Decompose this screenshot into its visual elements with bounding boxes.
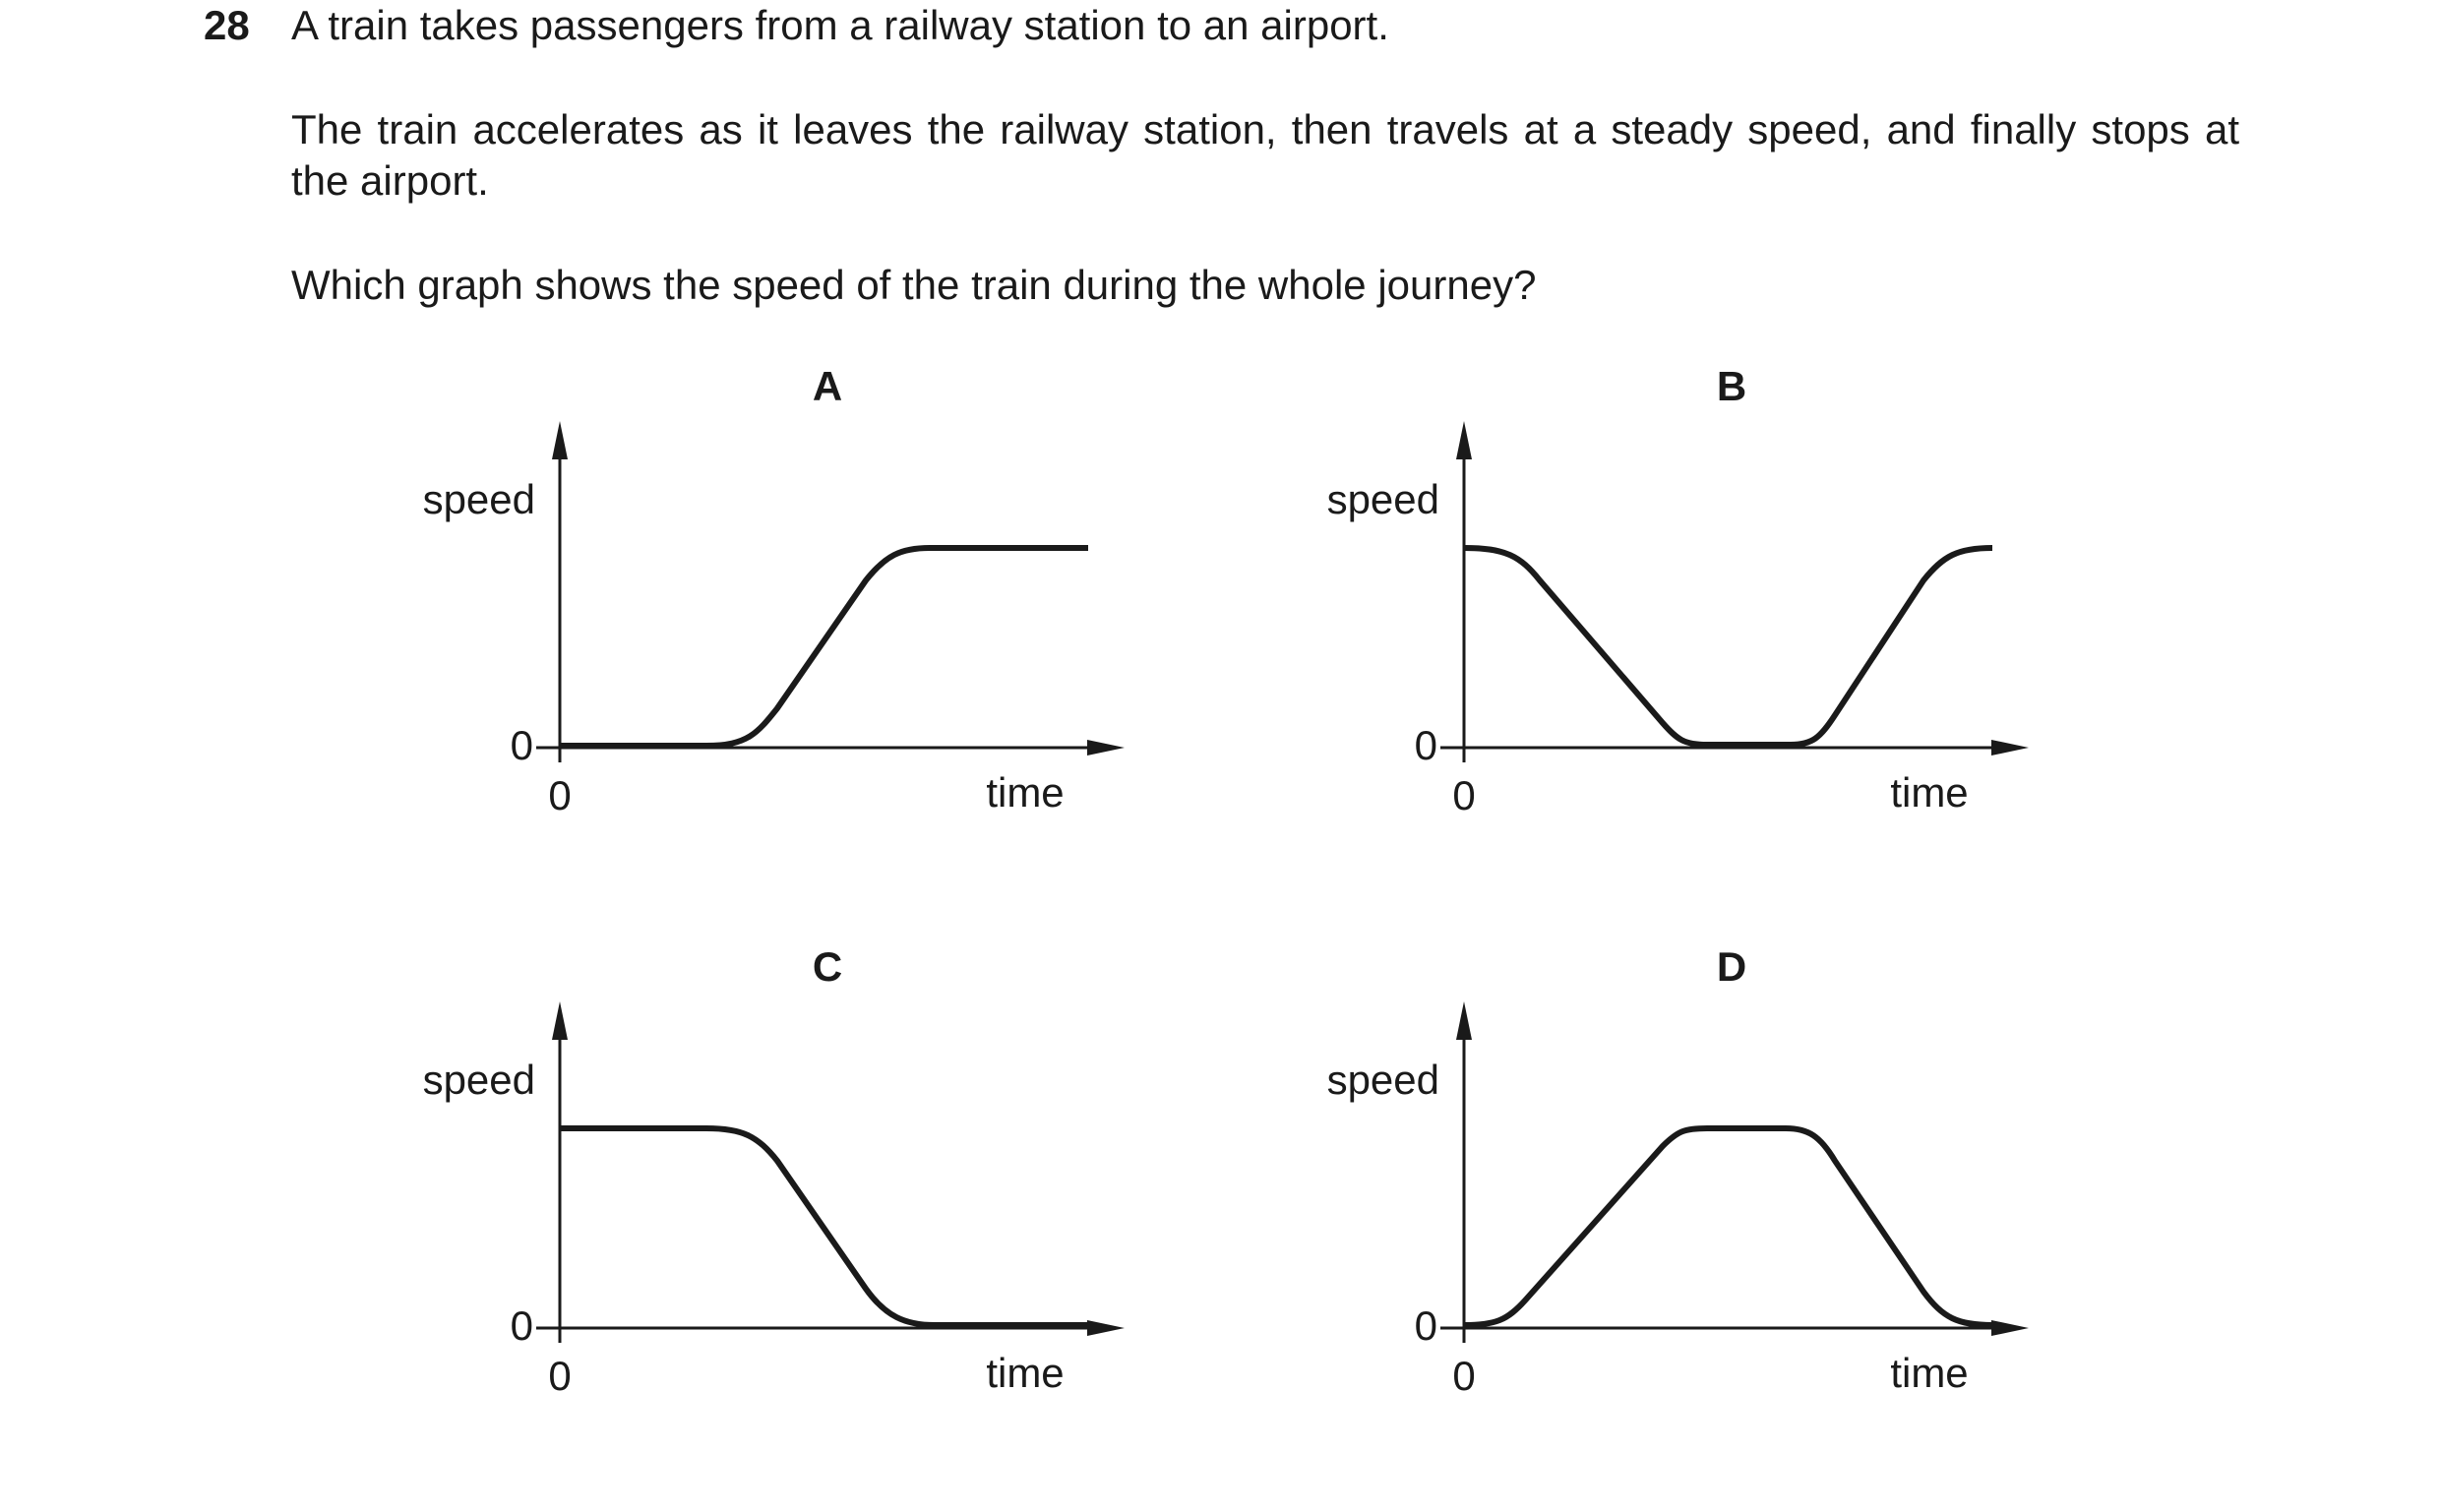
x-origin-label-c: 0 (548, 1353, 572, 1399)
question-stem-line1: A train takes passengers from a railway station to an airport. (291, 2, 1389, 48)
x-origin-label-b: 0 (1452, 772, 1476, 818)
x-axis-label-c: time (986, 1350, 1065, 1396)
y-axis-arrow-b (1456, 421, 1472, 459)
x-axis-arrow-d (1991, 1320, 2029, 1336)
x-axis-arrow-c (1087, 1320, 1125, 1336)
speed-curve-b (1464, 548, 1992, 745)
x-origin-label-d: 0 (1452, 1353, 1476, 1399)
y-axis-arrow-d (1456, 1001, 1472, 1040)
x-axis-label-a: time (986, 769, 1065, 816)
y-axis-arrow-a (552, 421, 568, 459)
question-stem-line2: The train accelerates as it leaves the railway station, then travels at a steady speed, and finally stops at the airport. (291, 106, 2239, 204)
y-origin-label-d: 0 (1414, 1302, 1437, 1349)
option-letter-b: B (1716, 363, 1747, 409)
x-axis-arrow-b (1991, 740, 2029, 756)
speed-curve-d (1464, 1128, 1992, 1325)
y-axis-label-d: speed (1326, 1057, 1439, 1103)
option-letter-c: C (812, 943, 843, 990)
option-letter-d: D (1716, 943, 1747, 990)
y-origin-label-b: 0 (1414, 722, 1437, 768)
y-axis-arrow-c (552, 1001, 568, 1040)
x-axis-arrow-a (1087, 740, 1125, 756)
y-origin-label-a: 0 (510, 722, 533, 768)
graph-c[interactable] (423, 943, 1125, 1399)
y-axis-label-b: speed (1326, 476, 1439, 522)
y-origin-label-c: 0 (510, 1302, 533, 1349)
graph-b[interactable] (1327, 363, 2029, 818)
graph-d[interactable] (1327, 943, 2029, 1399)
option-letter-a: A (812, 363, 843, 409)
y-axis-label-a: speed (422, 476, 535, 522)
question-number: 28 (204, 2, 250, 48)
question-prompt: Which graph shows the speed of the train during the whole journey? (291, 262, 1537, 308)
x-axis-label-b: time (1890, 769, 1969, 816)
speed-curve-c (560, 1128, 1088, 1325)
speed-curve-a (560, 548, 1088, 746)
graph-a[interactable] (423, 363, 1125, 818)
y-axis-label-c: speed (422, 1057, 535, 1103)
x-axis-label-d: time (1890, 1350, 1969, 1396)
x-origin-label-a: 0 (548, 772, 572, 818)
